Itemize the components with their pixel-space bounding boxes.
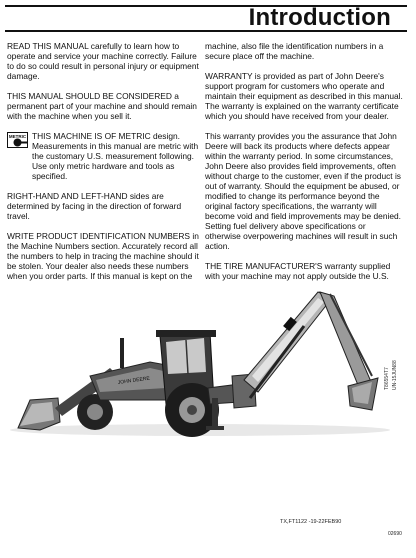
paragraph-tire-warranty: THE TIRE MANUFACTURER'S warranty supplied with your machine may not apply outside the U.S. <box>205 261 391 281</box>
page-title: Introduction <box>248 4 391 31</box>
paragraph-warranty: WARRANTY is provided as part of John Deere's support program for customers who operate and maintain their equipment as described in this manual. The warranty is explained on the warranty certificate which you should have received from your dealer. <box>205 71 403 121</box>
right-column <box>205 41 403 291</box>
side-code-2: UN-15JUN88 <box>392 360 398 390</box>
side-code-1: T86554T7 <box>384 367 390 390</box>
paragraph-warranty-assurance: This warranty provides you the assurance that John Deere will back its products where defects appear within the warranty period. In some circumstances, John Deere also provides field improvements, often without charge to the customer, even if the product is out of warranty. Should the equipment be abused, or modified to change its performance beyond the original factory specifications, the warranty will become void and field improvements may be denied. Setting fuel delivery above specifications or otherwise overpowering machines will result in such action. <box>205 131 401 251</box>
page-number: 02690 <box>388 531 402 537</box>
paragraph-secure-place: machine, also file the identification numbers in a secure place off the machine. <box>205 41 384 61</box>
paragraph-permanent-part: THIS MANUAL SHOULD BE CONSIDERED a permanent part of your machine and should remain with the machine when you sell it. <box>7 91 197 121</box>
brand-label: JOHN DEERE <box>117 375 151 386</box>
paragraph-identification: WRITE PRODUCT IDENTIFICATION NUMBERS in the Machine Numbers section. Accurately record all the numbers to help in tracing the machine should it be stolen. Your dealer also needs these numbers when you order parts. If this manual is kept on the <box>7 231 199 281</box>
paragraph-read-manual: READ THIS MANUAL carefully to learn how to operate and service your machine correctly. Failure to do so could result in personal injury or equipment damage. <box>7 41 199 81</box>
svg-text:METRIC: METRIC <box>8 134 27 139</box>
paragraph-right-left: RIGHT-HAND AND LEFT-HAND sides are determined by facing in the direction of forward travel. <box>7 191 182 221</box>
backhoe-loader-illustration <box>0 280 416 515</box>
paragraph-metric: THIS MACHINE IS OF METRIC design. Measurements in this manual are metric with the customary U.S. measurement following. Use only metric hardware and tools as specified. <box>32 131 199 181</box>
metric-note <box>7 131 202 181</box>
title-bar <box>5 5 407 32</box>
footer-code: TX,FT1122 -19-22FEB90 <box>280 519 342 525</box>
left-column <box>7 41 202 291</box>
metric-icon <box>7 132 28 148</box>
